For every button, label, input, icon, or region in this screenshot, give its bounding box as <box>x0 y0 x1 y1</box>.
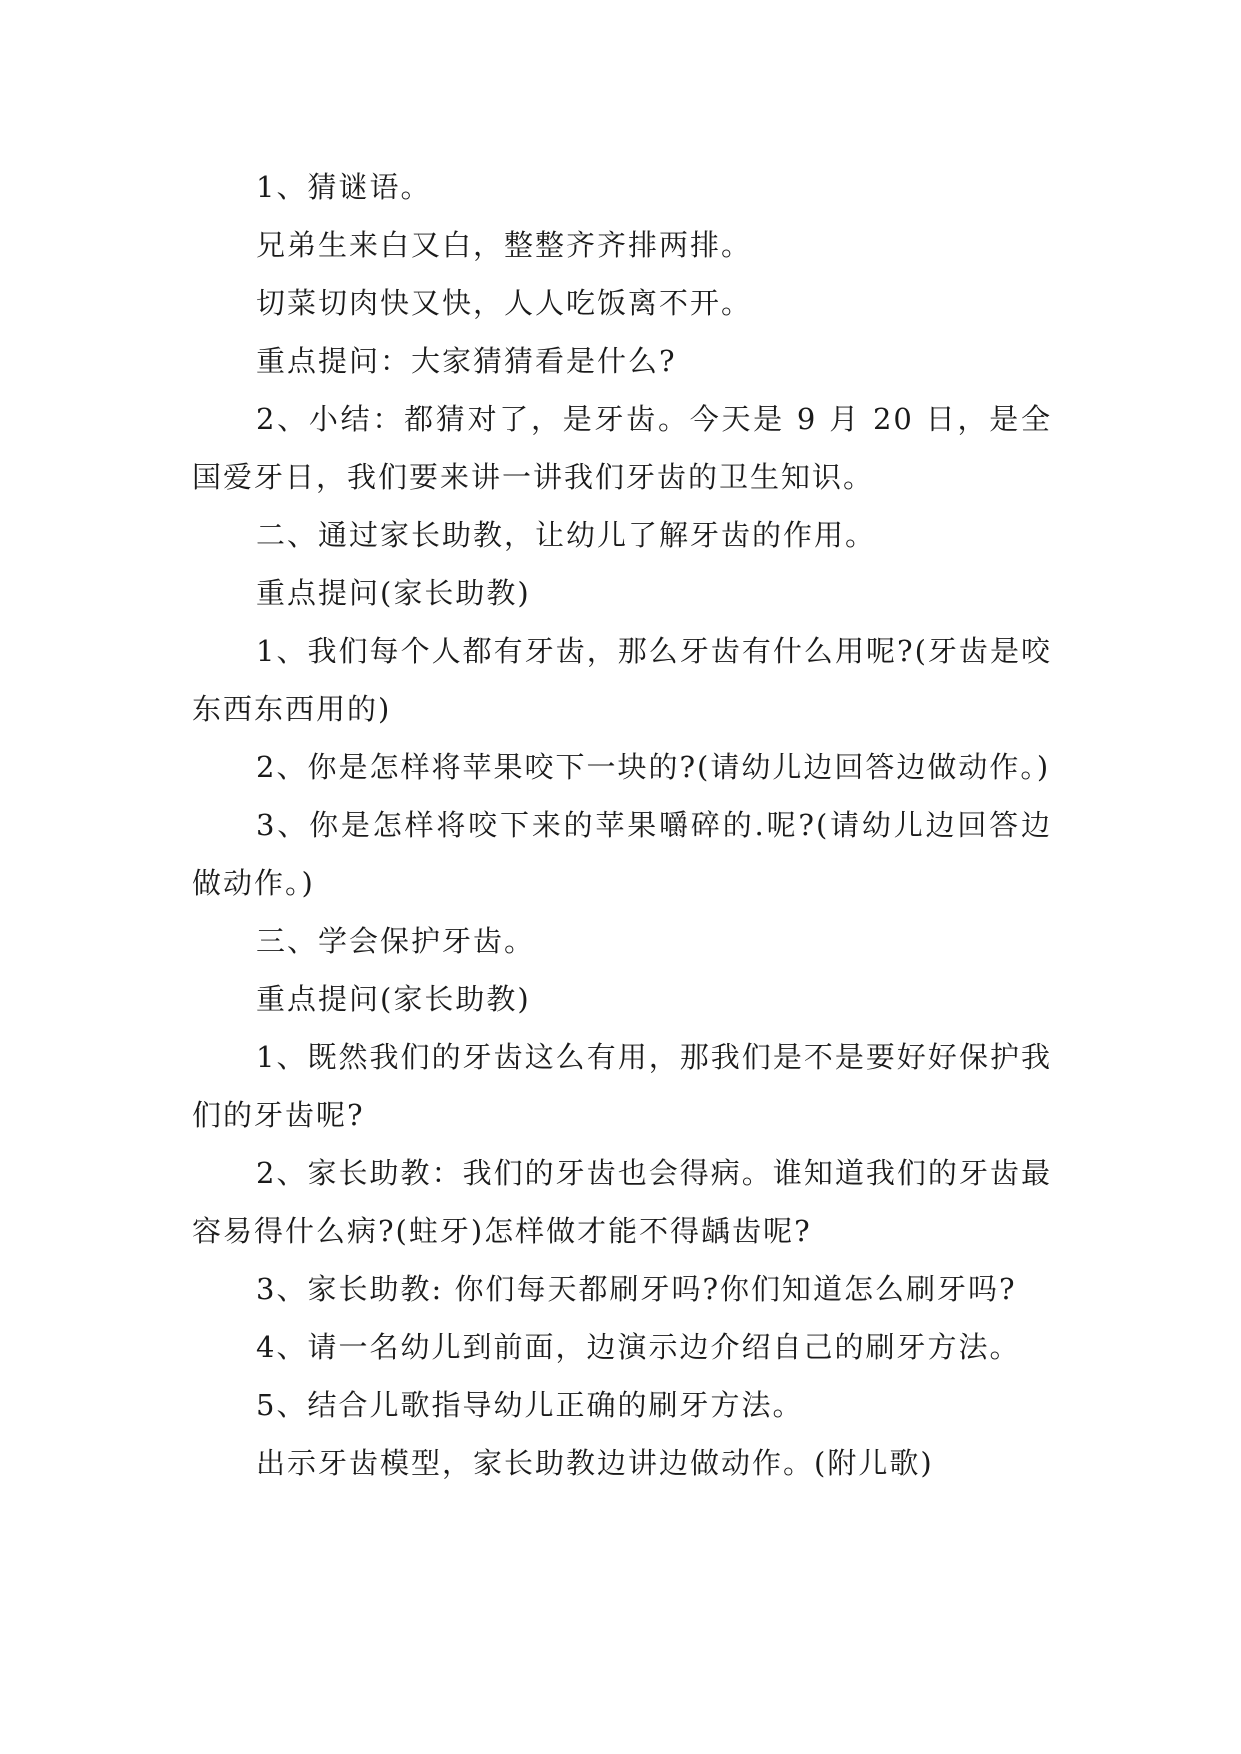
paragraph-riddle-heading: 1、猜谜语。 <box>256 170 432 204</box>
paragraph-protect-teeth: 1、既然我们的牙齿这么有用，那我们是不是要好好保护我们的牙齿呢? <box>192 1040 1052 1132</box>
paragraph-song-guidance: 5、结合儿歌指导幼儿正确的刷牙方法。 <box>256 1388 804 1422</box>
paragraph-key-question-2: 重点提问(家长助教) <box>256 576 531 610</box>
document-body <box>192 158 1052 1492</box>
paragraph-key-question-3: 重点提问(家长助教) <box>256 982 531 1016</box>
paragraph-question-bite-apple: 2、你是怎样将苹果咬下一块的?(请幼儿边回答边做动作。) <box>256 750 1051 784</box>
paragraph-tooth-disease: 2、家长助教：我们的牙齿也会得病。谁知道我们的牙齿最容易得什么病?(蛀牙)怎样做才能不得龋齿呢? <box>192 1156 1052 1248</box>
paragraph-section-two: 二、通过家长助教，让幼儿了解牙齿的作用。 <box>256 518 877 552</box>
paragraph-question-teeth-use: 1、我们每个人都有牙齿，那么牙齿有什么用呢?(牙齿是咬东西东西用的) <box>192 634 1052 726</box>
paragraph-summary: 2、小结：都猜对了，是牙齿。今天是 9 月 20 日，是全国爱牙日，我们要来讲一讲我们牙齿的卫生知识。 <box>192 402 1052 494</box>
paragraph-key-question-1: 重点提问：大家猜猜看是什么? <box>256 344 677 378</box>
paragraph-riddle-line-2: 切菜切肉快又快，人人吃饭离不开。 <box>256 286 753 320</box>
paragraph-demo-brushing: 4、请一名幼儿到前面，边演示边介绍自己的刷牙方法。 <box>256 1330 1021 1364</box>
paragraph-brushing-question: 3、家长助教: 你们每天都刷牙吗?你们知道怎么刷牙吗? <box>256 1272 1017 1306</box>
paragraph-riddle-line-1: 兄弟生来白又白，整整齐齐排两排。 <box>256 228 753 262</box>
paragraph-question-chew-apple: 3、你是怎样将咬下来的苹果嚼碎的.呢?(请幼儿边回答边做动作。) <box>192 808 1052 900</box>
paragraph-section-three: 三、学会保护牙齿。 <box>256 924 536 958</box>
paragraph-teeth-model: 出示牙齿模型，家长助教边讲边做动作。(附儿歌) <box>256 1446 934 1480</box>
